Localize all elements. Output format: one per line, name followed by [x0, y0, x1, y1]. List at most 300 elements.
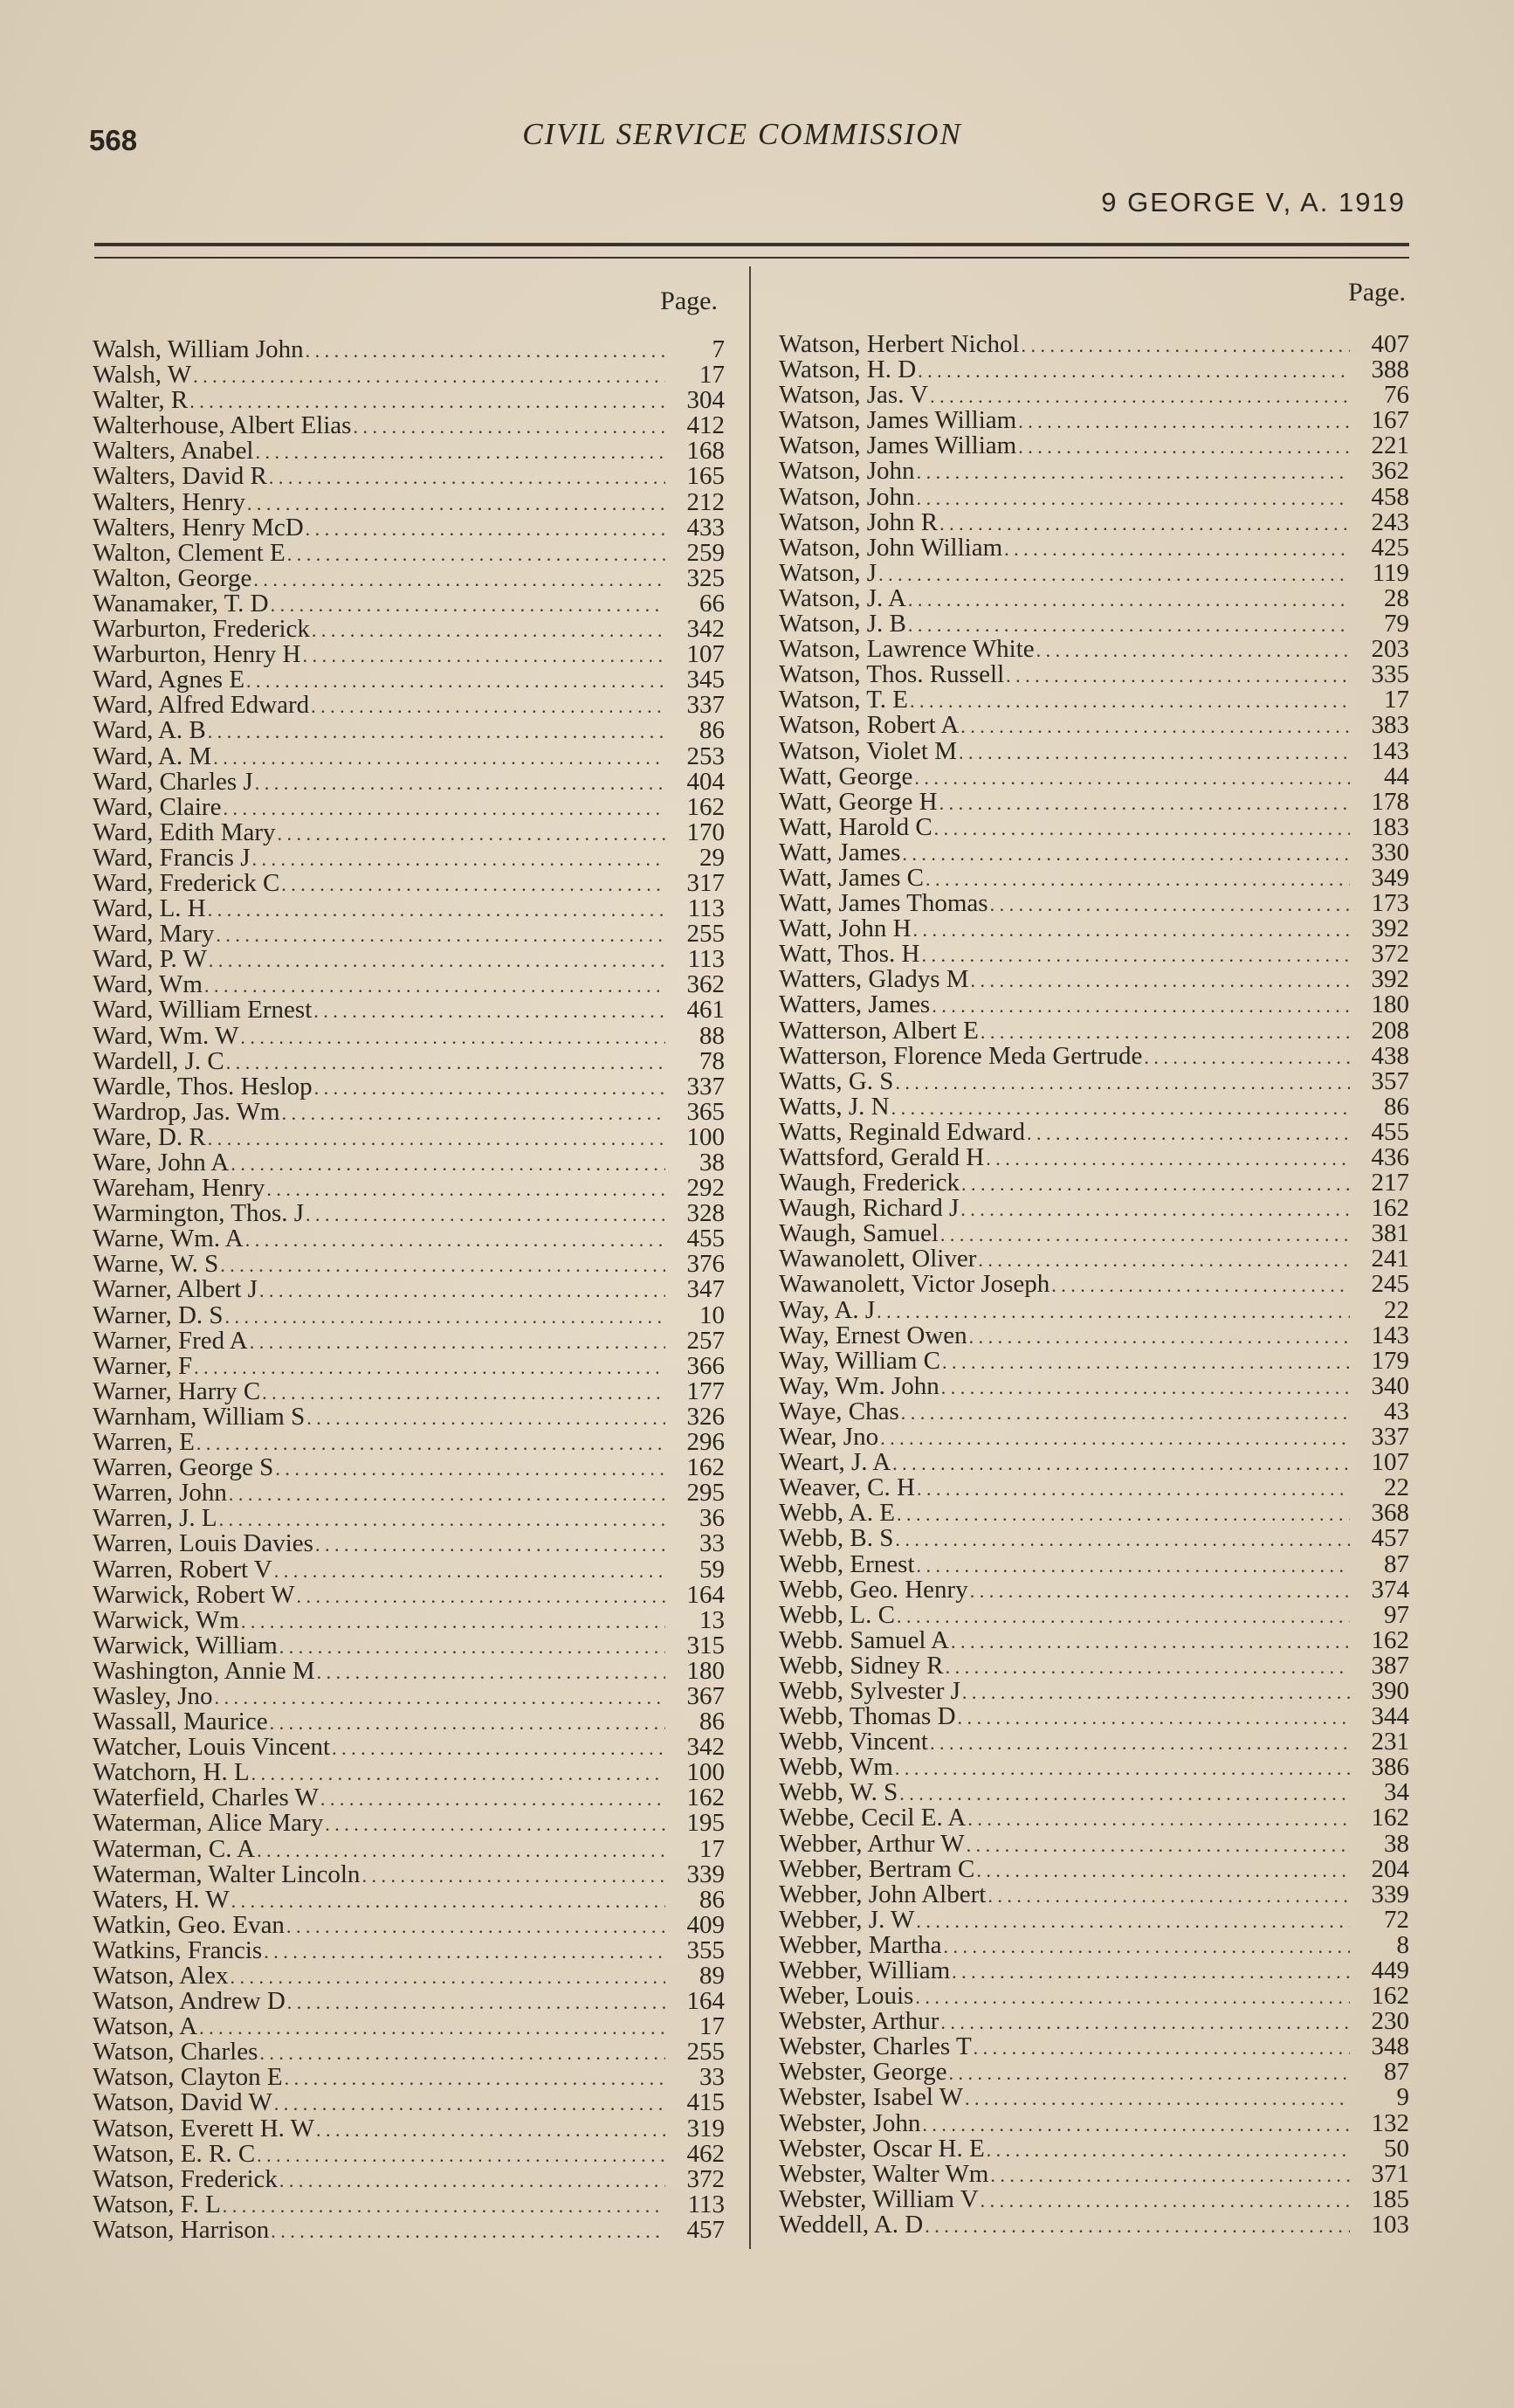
dot-leader [208, 1126, 665, 1151]
dot-leader [962, 1680, 1350, 1705]
index-entry [779, 787, 1409, 816]
dot-leader [930, 1730, 1350, 1756]
entry-page: 304 [686, 386, 725, 415]
entry-name: Walters, Anabel [93, 437, 254, 466]
index-entry [93, 1859, 725, 1888]
entry-name: Ware, John A [93, 1149, 230, 1176]
index-entry [779, 1170, 1409, 1196]
index-entry [93, 362, 725, 388]
entry-name: Warren, Robert V [93, 1555, 272, 1583]
entry-name: Webster, William V [779, 2184, 979, 2213]
entry-name: Watt, John H [779, 914, 912, 943]
entry-page: 315 [686, 1631, 725, 1659]
index-entry [93, 718, 725, 743]
entry-page: 143 [1371, 736, 1409, 765]
entry-name: Wareham, Henry [93, 1174, 265, 1203]
dot-leader [987, 2137, 1350, 2163]
dot-leader [925, 2213, 1350, 2239]
entry-name: Waterman, Alice Mary [93, 1809, 324, 1838]
dot-leader [266, 1176, 665, 1202]
index-entry [93, 1834, 725, 1863]
entry-name: Watson, John William [779, 533, 1003, 562]
entry-page: 162 [1371, 1982, 1409, 2011]
dot-leader [259, 1278, 665, 1303]
entry-page: 179 [1371, 1346, 1409, 1375]
index-entry [93, 1252, 725, 1277]
entry-page: 330 [1371, 838, 1409, 866]
index-entry [93, 464, 725, 489]
entry-page: 162 [686, 1784, 725, 1812]
index-entry [93, 617, 725, 642]
index-entry [779, 1577, 1409, 1603]
entry-page: 337 [1371, 1423, 1409, 1452]
index-entry [779, 1600, 1409, 1629]
dot-leader [353, 414, 665, 439]
entry-page: 407 [1371, 330, 1409, 358]
entry-page: 371 [1371, 2159, 1409, 2188]
index-entry [779, 687, 1409, 713]
dot-leader [225, 1304, 665, 1329]
entry-name: Watson, Harrison [93, 2215, 270, 2244]
entry-page: 348 [1371, 2032, 1409, 2061]
entry-name: Watson, Thos. Russell [779, 660, 1005, 689]
dot-leader [251, 1761, 665, 1786]
index-entry [779, 1854, 1409, 1883]
index-entry [93, 2116, 725, 2142]
dot-leader [287, 1990, 665, 2015]
entry-page: 415 [686, 2088, 725, 2117]
entry-page: 170 [686, 818, 725, 846]
dot-leader [917, 1476, 1350, 1501]
dot-leader [913, 917, 1350, 942]
index-entry [779, 2060, 1409, 2085]
index-entry [779, 1805, 1409, 1831]
entry-page: 349 [1371, 863, 1409, 892]
index-entry [93, 1506, 725, 1531]
index-entry [779, 1475, 1409, 1501]
dot-leader [296, 1583, 665, 1609]
entry-page: 107 [686, 640, 725, 669]
entry-name: Ward, L. H [93, 894, 206, 923]
entry-page: 245 [1371, 1270, 1409, 1299]
entry-name: Wawanolett, Oliver [779, 1245, 977, 1273]
index-entry [779, 891, 1409, 916]
entry-name: Webb, Sidney R [779, 1651, 944, 1680]
entry-name: Webb, Vincent [779, 1728, 928, 1756]
dot-leader [986, 1146, 1350, 1171]
dot-leader [990, 892, 1350, 917]
entry-page: 217 [1371, 1169, 1409, 1197]
dot-leader [240, 1025, 665, 1050]
dot-leader [981, 2188, 1350, 2213]
entry-name: Watson, A [93, 2012, 198, 2041]
entry-page: 221 [1371, 431, 1409, 460]
entry-page: 17 [699, 2012, 725, 2041]
entry-name: Watson, James William [779, 431, 1017, 460]
entry-page: 167 [1371, 406, 1409, 435]
entry-name: Wattsford, Gerald H [779, 1143, 985, 1171]
entry-name: Walters, Henry McD [93, 513, 304, 542]
entry-name: Webb, W. S [779, 1778, 898, 1807]
index-entry [779, 583, 1409, 612]
index-entry [779, 1246, 1409, 1272]
entry-name: Watts, G. S [779, 1066, 894, 1095]
index-entry [93, 515, 725, 541]
entry-name: Watson, J. B [779, 610, 906, 638]
dot-leader [256, 439, 666, 465]
entry-page: 100 [686, 1758, 725, 1787]
entry-name: Webbe, Cecil E. A [779, 1804, 967, 1832]
index-entry [93, 1404, 725, 1430]
dot-leader [961, 1171, 1350, 1197]
entry-page: 462 [686, 2139, 725, 2168]
entry-name: Walsh, William John [93, 335, 304, 363]
entry-name: Watson, Clayton E [93, 2063, 283, 2092]
dot-leader [899, 1781, 1350, 1806]
entry-name: Wawanolett, Victor Joseph [779, 1270, 1050, 1299]
entry-name: Warren, George S [93, 1453, 274, 1482]
entry-name: Watcher, Louis Vincent [93, 1733, 331, 1762]
index-entry [779, 2009, 1409, 2034]
dot-leader [220, 1252, 665, 1278]
dot-leader [902, 841, 1350, 866]
dot-leader [960, 714, 1350, 739]
dot-leader [959, 740, 1350, 765]
index-entry [93, 1681, 725, 1710]
dot-leader [282, 1101, 665, 1126]
index-entry [93, 563, 725, 592]
entry-page: 436 [1371, 1143, 1409, 1171]
entry-name: Watt, George H [779, 787, 938, 816]
index-entry [93, 1811, 725, 1836]
dot-leader [971, 968, 1350, 993]
entry-page: 162 [686, 1453, 725, 1482]
entry-page: 9 [1396, 2083, 1409, 2112]
dot-leader [259, 2040, 665, 2066]
dot-leader [946, 1654, 1350, 1680]
index-entry [93, 921, 725, 947]
entry-page: 449 [1371, 1956, 1409, 1984]
index-entry [93, 1760, 725, 1785]
index-entry [93, 1351, 725, 1380]
entry-page: 164 [686, 1580, 725, 1609]
index-entry [93, 1021, 725, 1050]
entry-name: Ward, P. W [93, 945, 207, 974]
dot-leader [939, 511, 1350, 536]
entry-name: Ward, A. M [93, 742, 212, 770]
index-entry [779, 507, 1409, 536]
index-entry [93, 1226, 725, 1252]
entry-page: 22 [1384, 1473, 1409, 1502]
dot-leader [247, 491, 665, 516]
entry-name: Watson, Charles [93, 2038, 258, 2066]
index-entry [779, 764, 1409, 790]
index-entry [93, 1150, 725, 1176]
header-rule-thick [94, 243, 1409, 246]
index-entry [93, 2192, 725, 2218]
entry-name: Watson, J [779, 558, 877, 587]
index-entry [779, 1549, 1409, 1578]
index-entry [93, 2090, 725, 2115]
entry-name: Walton, George [93, 563, 252, 592]
index-entry [93, 1633, 725, 1659]
entry-page: 344 [1371, 1702, 1409, 1731]
entry-page: 339 [686, 1859, 725, 1888]
dot-leader [892, 1451, 1350, 1476]
index-entry [93, 642, 725, 667]
dot-leader [940, 2010, 1350, 2035]
entry-page: 8 [1396, 1930, 1409, 1959]
dot-leader [193, 363, 665, 389]
entry-page: 241 [1371, 1245, 1409, 1273]
left-index-column [93, 337, 725, 2243]
dot-leader [204, 973, 665, 998]
dot-leader [951, 1629, 1350, 1654]
entry-page: 78 [699, 1046, 725, 1075]
index-entry [779, 736, 1409, 765]
entry-page: 204 [1371, 1854, 1409, 1883]
dot-leader [960, 1197, 1350, 1222]
entry-page: 162 [1371, 1625, 1409, 1654]
dot-leader [939, 790, 1350, 816]
dot-leader [219, 1507, 665, 1532]
entry-page: 409 [686, 1910, 725, 1939]
entry-page: 44 [1384, 762, 1409, 790]
dot-leader [988, 1883, 1350, 1908]
dot-leader [241, 1609, 665, 1634]
index-entry [779, 2212, 1409, 2238]
dot-leader [306, 1405, 665, 1431]
entry-name: Webber, Arthur W [779, 1829, 965, 1858]
entry-name: Watson, F. L [93, 2190, 221, 2218]
index-entry [779, 2184, 1409, 2213]
entry-name: Waters, H. W [93, 1885, 230, 1914]
dot-leader [1018, 409, 1350, 434]
entry-page: 455 [686, 1225, 725, 1253]
entry-page: 458 [1371, 482, 1409, 511]
entry-page: 87 [1384, 1549, 1409, 1578]
index-entry [93, 1097, 725, 1126]
entry-name: Walter, R [93, 386, 189, 415]
entry-name: Wardell, J. C [93, 1046, 224, 1075]
dot-leader [271, 2218, 665, 2244]
index-entry [93, 1455, 725, 1480]
entry-name: Warburton, Frederick [93, 615, 310, 644]
entry-page: 337 [686, 1072, 725, 1101]
header-rule-thin [94, 257, 1409, 259]
entry-page: 345 [686, 666, 725, 694]
index-entry [93, 2014, 725, 2039]
index-entry [779, 1450, 1409, 1475]
index-entry [779, 1755, 1409, 1780]
dot-leader [285, 2066, 665, 2091]
entry-name: Walsh, W [93, 361, 192, 390]
dot-leader [231, 1964, 665, 1990]
dot-leader [969, 1324, 1350, 1349]
entry-page: 86 [699, 716, 725, 745]
index-entry [779, 1425, 1409, 1450]
entry-name: Webber, Bertram C [779, 1854, 975, 1883]
index-entry [93, 896, 725, 921]
index-entry [779, 1066, 1409, 1095]
entry-name: Warner, D. S [93, 1301, 224, 1329]
index-entry [779, 916, 1409, 942]
dot-leader [908, 612, 1350, 638]
index-entry [93, 1328, 725, 1354]
entry-page: 164 [686, 1987, 725, 2016]
entry-page: 113 [687, 894, 725, 923]
index-entry [93, 413, 725, 438]
dot-leader [1006, 663, 1350, 688]
dot-leader [246, 668, 665, 693]
index-entry [779, 1272, 1409, 1297]
entry-name: Watson, John [779, 457, 915, 486]
left-column-page-heading: Page. [660, 286, 718, 315]
index-entry [93, 1480, 725, 1506]
dot-leader [891, 1095, 1350, 1121]
entry-name: Webster, Charles T [779, 2032, 972, 2061]
running-head: CIVIL SERVICE COMMISSION [522, 117, 962, 151]
index-entry [779, 967, 1409, 992]
entry-name: Webber, William [779, 1956, 951, 1984]
entry-page: 461 [686, 996, 725, 1025]
index-entry [779, 1930, 1409, 1959]
entry-name: Watson, Violet M [779, 736, 958, 765]
index-entry [779, 1958, 1409, 1984]
entry-name: Webber, John Albert [779, 1880, 987, 1908]
entry-name: Walters, Henry [93, 487, 245, 516]
entry-page: 376 [686, 1250, 725, 1279]
entry-page: 319 [686, 2114, 725, 2142]
dot-leader [910, 688, 1350, 714]
entry-page: 388 [1371, 355, 1409, 384]
dot-leader [942, 1349, 1350, 1375]
index-entry [779, 812, 1409, 841]
entry-page: 162 [686, 792, 725, 821]
index-entry [779, 1882, 1409, 1908]
index-entry [779, 1399, 1409, 1425]
dot-leader [974, 2035, 1350, 2060]
entry-page: 433 [686, 513, 725, 542]
index-entry [93, 1785, 725, 1811]
entry-page: 326 [686, 1402, 725, 1431]
entry-page: 255 [686, 2038, 725, 2066]
index-entry [779, 992, 1409, 1018]
dot-leader [253, 567, 665, 592]
dot-leader [317, 1659, 665, 1685]
entry-page: 50 [1384, 2134, 1409, 2163]
dot-leader [275, 1456, 665, 1481]
dot-leader [255, 770, 665, 796]
index-entry [779, 1041, 1409, 1070]
dot-leader [908, 587, 1350, 612]
index-entry [779, 2136, 1409, 2162]
dot-leader [274, 2091, 665, 2116]
entry-page: 292 [686, 1174, 725, 1203]
entry-name: Ward, Mary [93, 920, 215, 949]
entry-page: 17 [699, 1834, 725, 1863]
dot-leader [279, 1634, 665, 1659]
entry-name: Watson, Jas. V [779, 381, 929, 410]
entry-name: Webb, Thomas D [779, 1702, 956, 1731]
entry-page: 412 [686, 411, 725, 440]
entry-page: 335 [1371, 660, 1409, 689]
entry-page: 86 [1384, 1092, 1409, 1121]
index-entry [779, 1653, 1409, 1679]
entry-name: Watkins, Francis [93, 1935, 263, 1964]
dot-leader [1004, 536, 1350, 562]
entry-page: 295 [686, 1479, 725, 1508]
entry-page: 296 [686, 1428, 725, 1457]
entry-page: 372 [686, 2164, 725, 2193]
entry-name: Watson, H. D [779, 355, 917, 384]
index-entry [93, 538, 725, 567]
index-entry [779, 1625, 1409, 1654]
entry-name: Washington, Annie M [93, 1656, 315, 1685]
entry-name: Warren, John [93, 1479, 227, 1508]
index-entry [779, 637, 1409, 662]
dot-leader [926, 866, 1350, 892]
entry-name: Ward, Claire [93, 792, 222, 821]
dot-leader [281, 872, 665, 897]
entry-name: Webb, A. E [779, 1499, 895, 1528]
entry-page: 178 [1371, 787, 1409, 816]
entry-name: Wardrop, Jas. Wm [93, 1097, 280, 1126]
entry-name: Waterman, Walter Lincoln [93, 1859, 361, 1888]
entry-page: 173 [1371, 889, 1409, 918]
entry-page: 162 [1371, 1804, 1409, 1832]
entry-name: Watson, John R [779, 507, 939, 536]
index-entry [93, 997, 725, 1023]
entry-name: Warwick, William [93, 1631, 278, 1659]
index-entry [779, 2085, 1409, 2110]
entry-name: Webb. Samuel A [779, 1625, 949, 1654]
index-entry [779, 383, 1409, 408]
dot-leader [941, 1375, 1350, 1400]
entry-page: 457 [686, 2215, 725, 2244]
index-entry [93, 487, 725, 516]
dot-leader [914, 765, 1350, 790]
index-entry [779, 357, 1409, 383]
entry-name: Watt, James Thomas [779, 889, 988, 918]
index-entry [93, 2065, 725, 2090]
dot-leader [895, 1756, 1350, 1781]
entry-page: 100 [686, 1122, 725, 1151]
entry-name: Watt, James [779, 838, 901, 866]
entry-name: Way, Wm. John [779, 1371, 939, 1400]
entry-name: Watson, T. E [779, 686, 909, 714]
entry-name: Warburton, Henry H [93, 640, 301, 669]
entry-page: 17 [1384, 686, 1409, 714]
entry-name: Watterson, Albert E [779, 1016, 979, 1045]
entry-page: 387 [1371, 1651, 1409, 1680]
column-divider [749, 266, 751, 2249]
entry-name: Warnham, William S [93, 1402, 306, 1431]
entry-page: 132 [1371, 2108, 1409, 2137]
dot-leader [948, 2060, 1350, 2086]
entry-name: Watson, Alex [93, 1962, 229, 1990]
entry-name: Weaver, C. H [779, 1473, 915, 1502]
index-entry [93, 1605, 725, 1634]
index-entry [93, 1656, 725, 1685]
index-entry [779, 408, 1409, 433]
entry-page: 347 [686, 1275, 725, 1304]
entry-page: 257 [686, 1326, 725, 1355]
dot-leader [199, 2015, 665, 2040]
index-entry [93, 2164, 725, 2193]
entry-page: 390 [1371, 1676, 1409, 1705]
dot-leader [269, 465, 665, 490]
